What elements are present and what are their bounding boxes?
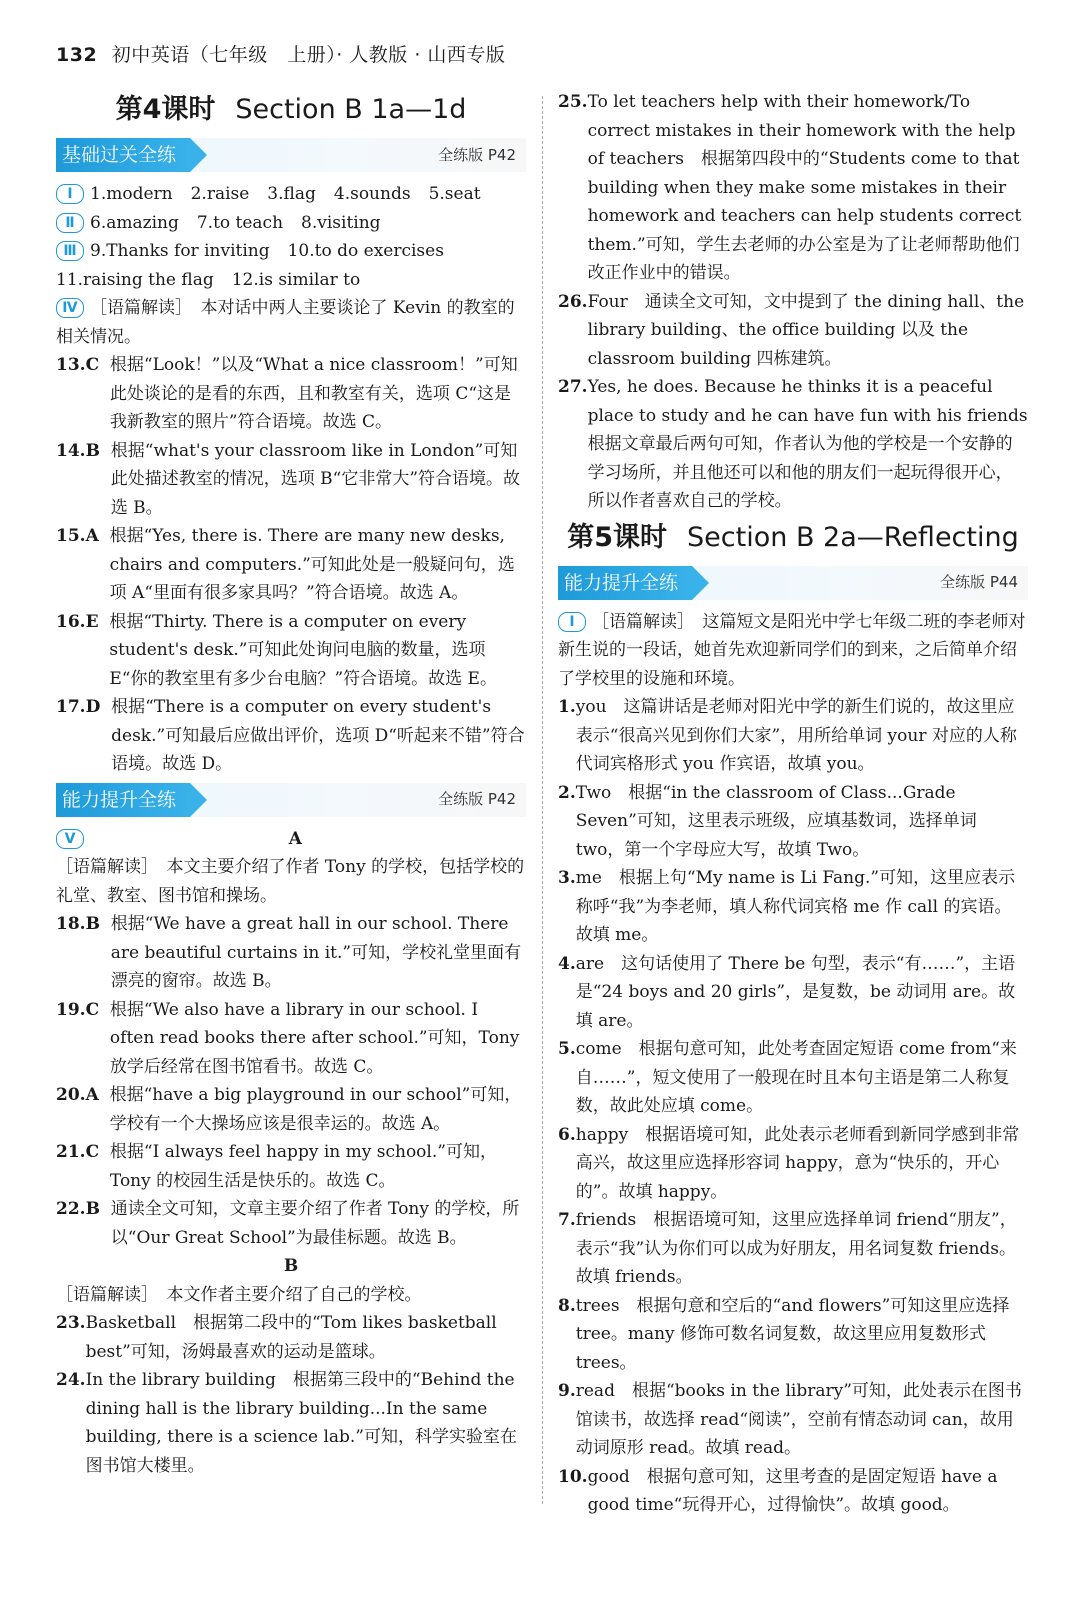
banner-label: 能力提升全练: [558, 566, 692, 600]
part-1-answers: Ⅰ 1.modern 2.raise 3.flag 4.sounds 5.seat: [56, 180, 526, 209]
part-1-reading: Ⅰ ［语篇解读］ 这篇短文是阳光中学七年级二班的李老师对新生说的一段话，她首先欢迎新同学们的到来，之后简单介绍了学校里的设施和环境。: [558, 611, 1026, 689]
answer-item: 20.A 根据“have a big playground in our school”可知，学校有一个大操场应该是很幸运的。故选 A。: [56, 1085, 522, 1134]
answer-item: 6. happy 根据语境可知，此处表示老师看到新同学感到非常高兴，故这里应选择形容词 happy，意为“快乐的，开心的”。故填 happy。: [558, 1124, 1020, 1202]
lesson-5-title: 第5课时 Section B 2a—Reflecting: [567, 521, 1019, 553]
right-column: [558, 88, 1045, 1552]
answer-item: 7. friends 根据语境可知，这里应选择单词 friend“朋友”，表示“我”认为你们可以成为好朋友，用名词复数 friends。故填 friends。: [558, 1210, 1017, 1287]
banner-advanced: [56, 783, 526, 817]
answer-item: 21.C 根据“I always feel happy in my school.”可知，Tony 的校园生活是快乐的。故选 C。: [56, 1142, 497, 1191]
lesson-4-title: 第4课时 Section B 1a—1d: [115, 94, 467, 125]
answer-item: 5. come 根据句意可知，此处考查固定短语 come from“来自……”，短文使用了一般现在时且本句主语是第二人称复数，故此处应填 come。: [558, 1039, 1017, 1116]
page-header: [56, 40, 505, 67]
answer-item: 2. Two 根据“in the classroom of Class...Grade Seven”可知，这里表示班级，应填基数词，选择单词 two，第一个字母应大写，故填 Two。: [558, 782, 977, 860]
answer-item: 16.E 根据“Thirty. There is a computer on every student's desk.”可知此处询问电脑的数量，选项 E“你的教室里有多少台电脑？”符合语境。故选 E。: [56, 611, 497, 689]
banner-ref: 全练版 P42: [438, 790, 516, 809]
column-divider: [542, 96, 543, 1504]
reading-b: ［语篇解读］ 本文作者主要介绍了自己的学校。: [56, 1284, 422, 1305]
answer-item: 22.B 通读全文可知，文章主要介绍了作者 Tony 的学校，所以“Our Great School”为最佳标题。故选 B。: [56, 1199, 520, 1248]
answer-item: 25. To let teachers help with their homework/To correct mistakes in their homework with the help of teachers 根据第四段中的“Students come to that building when they make some mistakes in their homework and teachers can help students correct them.”可知，学生去老师的办公室是为了让老师帮助他们改正作业中的错误。: [558, 92, 1022, 283]
answer-item: 10. good 根据句意可知，这里考查的是固定短语 have a good time“玩得开心，过得愉快”。故填 good。: [558, 1466, 998, 1515]
answer-item: 23. Basketball 根据第二段中的“Tom likes basketball best”可知，汤姆最喜欢的运动是篮球。: [56, 1313, 497, 1362]
answer-item: 18.B 根据“We have a great hall in our school. There are beautiful curtains in it.”可知，学校礼堂里面有漂亮的窗帘。故选 B。: [56, 914, 522, 991]
answer-item: 9. read 根据“books in the library”可知，此处表示在图书馆读书，故选择 read“阅读”，空前有情态动词 can，故用动词原形 read。故填 read。: [558, 1381, 1022, 1458]
page-number: 132: [56, 44, 98, 66]
banner-label: 基础过关全练: [56, 138, 190, 172]
banner-ref: 全练版 P42: [438, 145, 516, 164]
answer-item: 26. Four 通读全文可知，文中提到了 the dining hall、the library building、the office building 以及 the classroom building 四栋建筑。: [558, 291, 1025, 369]
left-column: [56, 88, 526, 1552]
banner-ref: 全练版 P44: [940, 573, 1018, 592]
part-badge: Ⅱ: [56, 213, 84, 233]
answer-item: 13.C 根据“Look！”以及“What a nice classroom！”可知此处谈论的是看的东西，且和教室有关，选项 C“这是我新教室的照片”符合语境。故选 C。: [56, 355, 518, 432]
subsection-b: B: [283, 1256, 299, 1276]
answer-item: 8. trees 根据句意和空后的“and flowers”可知这里应选择 tree。many 修饰可数名词复数，故这里应用复数形式 trees。: [558, 1295, 1010, 1373]
book-title: 初中英语（七年级 上册）· 人教版 · 山西专版: [111, 44, 506, 66]
answer-item: 19.C 根据“We also have a library in our school. I often read books there after school.”可知，Tony 放学后经常在图书馆看书。故选 C。: [56, 999, 520, 1077]
reading-a: ［语篇解读］ 本文主要介绍了作者 Tony 的学校，包括学校的礼堂、教室、图书馆和操场。: [56, 857, 525, 906]
answer-item: 3. me 根据上句“My name is Li Fang.”可知，这里应表示称呼“我”为李老师，填人称代词宾格 me 作 call 的宾语。故填 me。: [558, 868, 1016, 945]
answer-item: 15.A 根据“Yes, there is. There are many new desks, chairs and computers.”可知此处是一般疑问句，选项 A“里面有很多家具吗？”符合语境。故选 A。: [56, 526, 515, 603]
answer-item: 1. you 这篇讲话是老师对阳光中学的新生们说的，故这里应表示“很高兴见到你们大家”，用所给单词 your 对应的人称代词宾格形式 you 作宾语，故填 you。: [558, 697, 1017, 774]
part-badge: Ⅰ: [558, 612, 586, 632]
answer-item: 24. In the library building 根据第三段中的“Behind the dining hall is the library building...In the same building, there is a science lab.”可知，科学实验室在图书馆大楼里。: [56, 1370, 518, 1476]
banner-basic: [56, 138, 526, 172]
part-5-header: [56, 825, 526, 854]
part-4-reading: Ⅳ ［语篇解读］ 本对话中两人主要谈论了 Kevin 的教室的相关情况。: [56, 298, 515, 347]
banner-label: 能力提升全练: [56, 783, 190, 817]
answer-item: 4. are 这句话使用了 There be 句型，表示“有……”，主语是“24 boys and 20 girls”，是复数，be 动词用 are。故填 are。: [558, 953, 1016, 1031]
banner-advanced-2: [558, 566, 1028, 600]
subsection-a: A: [288, 828, 302, 849]
part-badge: Ⅳ: [56, 298, 84, 318]
part-2-answers: Ⅱ 6.amazing 7.to teach 8.visiting: [56, 209, 526, 238]
part-badge: Ⅲ: [56, 241, 84, 261]
answer-item: 27. Yes, he does. Because he thinks it is a peaceful place to study and he can have fun with his friends 根据文章最后两句可知，作者认为他的学校是一个安静的学习场所，并且他还可以和他的朋友们一起玩得很开心，所以作者喜欢自己的学校。: [558, 377, 1045, 511]
answer-item: 14.B 根据“what's your classroom like in London”可知此处描述教室的情况，选项 B“它非常大”符合语境。故选 B。: [56, 440, 521, 518]
part-badge: Ⅴ: [56, 829, 84, 849]
part-3-answers: Ⅲ 9.Thanks for inviting 10.to do exercises: [56, 237, 526, 266]
answer-item: 17.D 根据“There is a computer on every student's desk.”可知最后应做出评价，选项 D“听起来不错”符合语境。故选 D。: [56, 697, 525, 774]
part-badge: Ⅰ: [56, 184, 84, 204]
part-3-answers-cont: 11.raising the flag 12.is similar to: [56, 269, 361, 290]
